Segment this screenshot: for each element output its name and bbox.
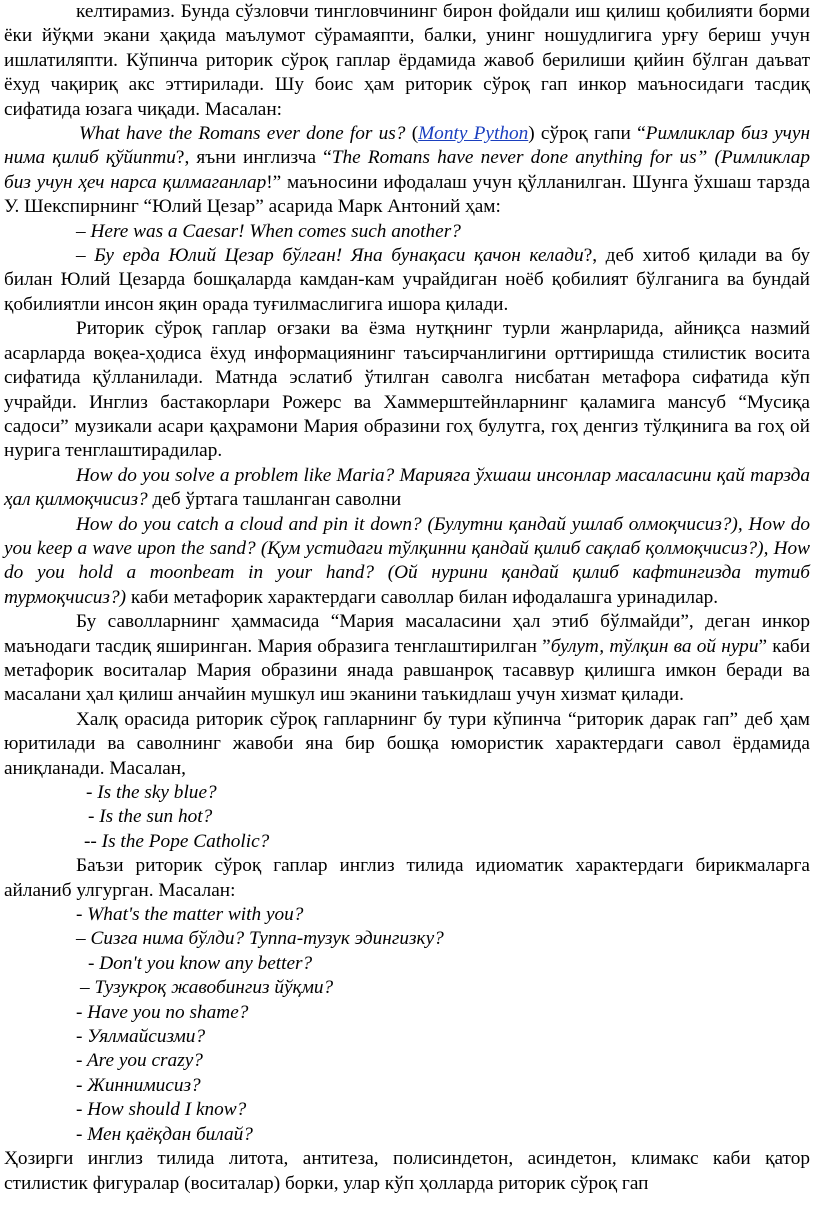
- caesar-quote-en: [4, 220, 810, 244]
- example-text: - Is the sky blue?: [86, 782, 217, 803]
- maria-question: How do you solve a problem like Maria? Марияга ўхшаш инсонлар масаласини қай тарзда ҳал қилмоқчисиз?: [4, 464, 810, 511]
- example-text: - Have you no shame?: [76, 1001, 249, 1023]
- source-close: ) сўроқ гапи “: [528, 123, 646, 145]
- example-line: [4, 927, 810, 951]
- paragraph-caesar: [4, 244, 810, 317]
- source-open: (: [405, 123, 419, 145]
- negation-italic: булут, тўлқин ва ой нури: [550, 635, 759, 657]
- example-line: [4, 830, 810, 854]
- example-text: - Мен қаёқдан билай?: [76, 1123, 253, 1145]
- example-text: – Сизга нима бўлди? Туппа-тузук эдингизку?: [76, 928, 444, 950]
- negation-b: ” каби метафорик воситалар Мария образини янада равшанроқ тасаввур қилишга имкон беради ва масалани ҳал қилиш анчайин мушкул иш эканини таъкидлаш учун хизмат қилади.: [4, 635, 811, 706]
- caesar-quote-text: – Here was a Caesar! When comes such another?: [76, 220, 461, 242]
- paragraph-maria: [4, 464, 810, 513]
- romans-tail: !” маъносини ифодалаш учун қўлланилган. Шунга ўхшаш тарзда У. Шекспирнинг “Юлий Цезар” асарида Марк Антоний ҳам:: [4, 171, 811, 218]
- example-text: - Is the sun hot?: [88, 806, 213, 828]
- paragraph-intro: келтирамиз. Бунда сўзловчи тингловчининг бирон фойдали иш қилиш қобилияти борми ёки йўқми экани ҳақида маълумот сўрамаяпти, балки, унинг ношудлигига урғу бериш учун ишлатиляпти. Кўпинча риторик сўроқ гаплар ёрдамида жавоб берилиши қийин бўлган даъват ёхуд чақириқ акс эттирилади. Шу боис ҳам риторик сўроқ гап инкор маъносидаги тасдиқ сифатида юзага чиқади. Масалан:: [4, 1, 810, 120]
- romans-meaning: The Romans have never done anything for us” (Римликлар биз учун ҳеч нарса қилмаганлар: [4, 147, 810, 193]
- example-line: [4, 1123, 810, 1147]
- example-line: [4, 903, 810, 927]
- caesar-explanation: ?, деб хитоб қилади ва бу билан Юлий Цезарда бошқаларда камдан-кам учрайдиган ноёб қобилият бўлганига ва бундай қобилиятли инсон яқин орада туғилмаслигига ишора қилади.: [4, 245, 811, 315]
- example-line: [4, 1001, 810, 1025]
- cloud-rest: каби метафорик характердаги саволлар билан ифодалашга уринадилар.: [126, 586, 719, 608]
- example-text: - What's the matter with you?: [76, 904, 304, 926]
- negation-a: Бу саволларнинг ҳаммасида “Мария масаласини ҳал этиб бўлмайди”, деган инкор маънодаги тасдиқ яширинган. Мария образига тенглаштирилган ”: [4, 611, 810, 657]
- example-text: - Are you crazy?: [76, 1050, 203, 1072]
- example-line: [4, 1049, 810, 1073]
- example-line: [4, 805, 810, 829]
- example-line: [4, 952, 810, 976]
- example-line: [4, 781, 810, 805]
- paragraph-cloud: [4, 513, 810, 611]
- paragraph-negation: [4, 610, 810, 708]
- maria-rest: деб ўртага ташланган саволни: [147, 489, 402, 511]
- paragraph-metaphor: Риторик сўроқ гаплар оғзаки ва ёзма нутқнинг турли жанрларида, айниқса назмий асарларда воқеа-ҳодиса ёхуд информациянинг таъсирчанлигини орттиришда стилистик восита сифатида қўлланилади. Матнда эслатиб ўтилган саволга нисбатан метафора сифатида кўп учрайди. Инглиз бастакорлари Рожерс ва Хаммерштейнларнинг қаламига мансуб “Мусиқа садоси” музикали асари қаҳрамони Мария образини гоҳ булутга, гоҳ денгиз тўлқинига ва гоҳ ой нурига тенглаштирадилар.: [4, 318, 810, 462]
- monty-python-link[interactable]: Monty Python: [418, 123, 529, 145]
- paragraph-romans: [4, 122, 810, 220]
- paragraph-humor: Халқ орасида риторик сўроқ гапларнинг бу тури кўпинча “риторик дарак гап” деб ҳам юритилади ва саволнинг жавоби яна бир бошқа юмористик характердаги савол ёрдамида аниқланади. Масалан,: [4, 708, 810, 779]
- example-text: – Тузукроқ жавобингиз йўқми?: [80, 977, 334, 999]
- example-text: - How should I know?: [76, 1099, 247, 1121]
- example-text: - Don't you know any better?: [88, 952, 313, 974]
- romans-mid: ?, яъни инглизча “: [175, 147, 332, 169]
- example-text: - Уялмайсизми?: [76, 1026, 206, 1048]
- example-line: [4, 1025, 810, 1049]
- caesar-quote-uz: Бу ерда Юлий Цезар бўлган! Яна бунақаси қачон келади: [94, 245, 584, 267]
- cloud-questions: How do you catch a cloud and pin it down? (Булутни қандай ушлаб олмоқчисиз?), How do you keep a wave upon the sand? (Қум устидаги тўлқинни қандай қилиб сақлаб қолмоқчисиз?), How do you hold a moonbeam in your hand? (Ой нурини қандай қилиб кафтингизда тутиб турмоқчисиз?): [4, 513, 810, 608]
- example-text: -- Is the Pope Catholic?: [84, 830, 270, 852]
- paragraph-final: Ҳозирги инглиз тилида литота, антитеза, полисиндетон, асиндетон, климакс каби қатор стилистик фигуралар (воситалар) борки, улар кўп ҳолларда риторик сўроқ гап: [4, 1148, 810, 1194]
- example-line: [4, 976, 810, 1000]
- example-line: [4, 1074, 810, 1098]
- example-text: - Жиннимисиз?: [76, 1074, 201, 1096]
- example-line: [4, 1098, 810, 1122]
- paragraph-idiom: Баъзи риторик сўроқ гаплар инглиз тилида идиоматик характердаги бирикмаларга айланиб улгурган. Масалан:: [4, 855, 810, 901]
- romans-question-uz: Римликлар биз учун нима қилиб қўйипти: [4, 123, 811, 169]
- caesar-dash: –: [76, 245, 95, 267]
- romans-question-en: What have the Romans ever done for us?: [79, 123, 406, 145]
